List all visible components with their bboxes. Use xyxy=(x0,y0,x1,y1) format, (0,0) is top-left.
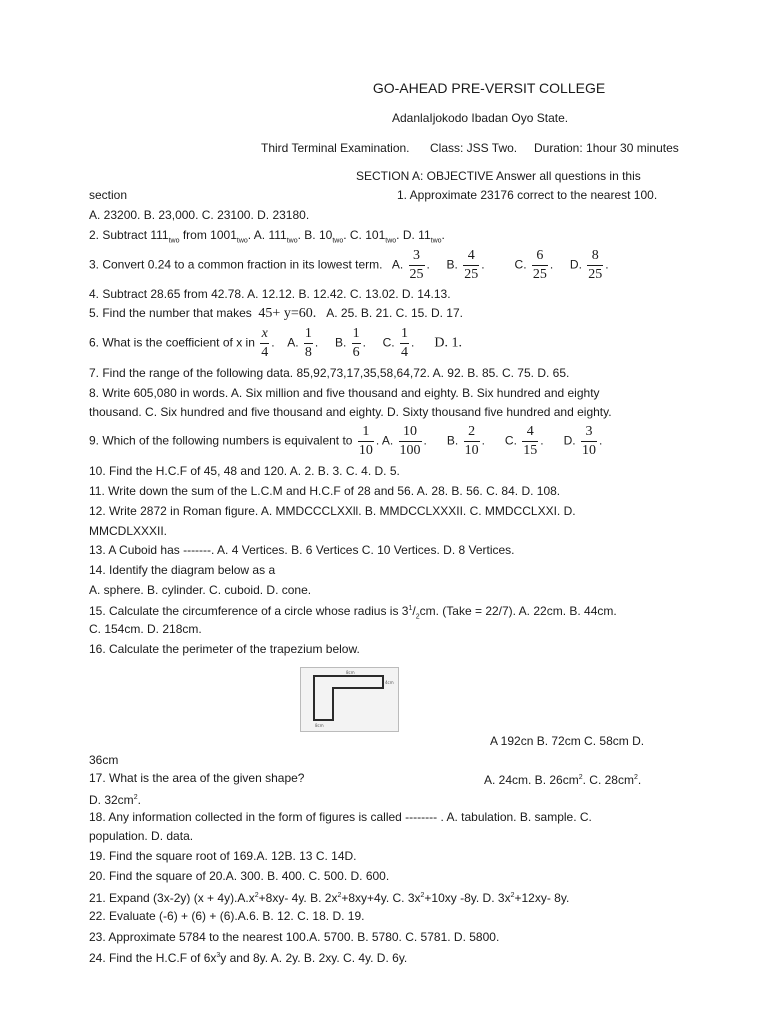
question-6: 6. What is the coefficient of x in $\frac{x}{4}$ . A. $\frac{1}{8}$ . B. $\frac{1}{6}$ . C. $\frac{1}{4}$ . D. 1. xyxy=(89,326,462,360)
question-10: 10. Find the H.C.F of 45, 48 and 120. A. 2. B. 3. C. 4. D. 5. xyxy=(89,464,400,478)
fraction: $\frac{1}{4}$ xyxy=(400,326,408,360)
fraction: $\frac{x}{4}$ xyxy=(261,326,269,360)
question-4: 4. Subtract 28.65 from 42.78. A. 12.12. B. 12.42. C. 13.02. D. 14.13. xyxy=(89,287,451,301)
question-15-line-1: 15. Calculate the circumference of a circle whose radius is $3^1/_2cm$. (Take = 22/7). A. 22cm. B. 44cm. xyxy=(89,604,617,621)
question-17-options-cont: D. $32cm^2$. xyxy=(89,793,141,807)
trapezium-figure xyxy=(300,667,399,732)
fraction: $\frac{10}{100}$ xyxy=(399,424,421,458)
question-21: 21. Expand (3x-2y) $(x + 4y).A.x^2+8xy-$ 4y. B. $2x^2+8xy+4y$. C. $3x^2+10xy$ -8y. D. $3x^2+12xy-$ 8y. xyxy=(89,891,570,905)
question-14-line-2: A. sphere. B. cylinder. C. cuboid. D. cone. xyxy=(89,583,312,597)
fraction: $\frac{1}{10}$ xyxy=(358,424,373,458)
question-16: 16. Calculate the perimeter of the trapezium below. xyxy=(89,642,360,656)
question-18-line-2: population. D. data. xyxy=(89,829,194,843)
section-heading-cont: section xyxy=(89,188,128,202)
question-11: 11. Write down the sum of the L.C.M and H.C.F of 28 and 56. A. 28. B. 56. C. 84. D. 108. xyxy=(89,484,561,498)
fraction: $\frac{1}{6}$ xyxy=(352,326,360,360)
question-12-line-1: 12. Write 2872 in Roman figure. A. MMDCCCLXXll. B. MMDCCLXXXII. C. MMDCCLXXI. D. xyxy=(89,504,576,518)
question-9: 9. Which of the following numbers is equivalent to $\frac{1}{10}$ . A. $\frac{10}{100}$ . B. $\frac{2}{10}$ . C. $\frac{4}{15}$ . D. $\frac{3}{10}$ . xyxy=(89,424,603,458)
fraction: $\frac{8}{25}$ xyxy=(588,248,603,282)
question-18-line-1: 18. Any information collected in the form of figures is called -------- . A. tabulation. B. sample. C. xyxy=(89,810,592,824)
question-23: 23. Approximate 5784 to the nearest 100.A. 5700. B. 5780. C. 5781. D. 5800. xyxy=(89,930,500,944)
question-1-options: A. 23200. B. 23,000. C. 23100. D. 23180. xyxy=(89,208,310,222)
fraction: $\frac{2}{10}$ xyxy=(464,424,479,458)
fraction: $\frac{1}{8}$ xyxy=(304,326,312,360)
figure-label-top: 8cm xyxy=(346,670,355,675)
question-13: 13. A Cuboid has -------. A. 4 Vertices. B. 6 Vertices C. 10 Vertices. D. 8 Vertices. xyxy=(89,543,515,557)
question-15-line-2: C. 154cm. D. 218cm. xyxy=(89,622,202,636)
question-24: 24. Find the H.C.F of $6x^3y$ and 8y. A. 2y. B. 2xy. C. 4y. D. 6y. xyxy=(89,951,408,965)
question-19: 19. Find the square root of 169.A. 12B. 13 C. 14D. xyxy=(89,849,357,863)
fraction: $\frac{3}{10}$ xyxy=(581,424,596,458)
exam-title: Third Terminal Examination. xyxy=(261,141,410,155)
fraction: $\frac{3}{25}$ xyxy=(409,248,424,282)
question-17: 17. What is the area of the given shape? xyxy=(89,771,305,785)
question-2: 2. Subtract $111_{two}$ from $1001_{two}$. A. $111_{two}$. B. $10_{two}$. C. $101_{two}$. D. $11_{two}$. xyxy=(89,228,445,245)
question-5: 5. Find the number that makes 45+ y=60. A. 25. B. 21. C. 15. D. 17. xyxy=(89,306,463,321)
question-12-line-2: MMCDLXXXII. xyxy=(89,524,168,538)
class-label: Class: JSS Two. xyxy=(430,141,518,155)
question-14-line-1: 14. Identify the diagram below as a xyxy=(89,563,276,577)
school-name: GO-AHEAD PRE-VERSIT COLLEGE xyxy=(372,80,606,96)
question-22: 22. Evaluate (-6) + (6) + (6).A.6. B. 12. C. 18. D. 19. xyxy=(89,909,365,923)
question-16-options: A 192cn B. 72cm C. 58cm D. xyxy=(490,734,645,748)
fraction: $\frac{6}{25}$ xyxy=(532,248,547,282)
shape-outline xyxy=(314,676,383,720)
section-heading: SECTION A: OBJECTIVE Answer all questions in this xyxy=(356,169,641,183)
school-address: AdanlaIjokodo Ibadan Oyo State. xyxy=(392,111,569,125)
question-7: 7. Find the range of the following data. 85,92,73,17,35,58,64,72. A. 92. B. 85. C. 75. D. 65. xyxy=(89,366,570,380)
question-3: 3. Convert 0.24 to a common fraction in its lowest term. A. $\frac{3}{25}$ . B. $\frac{4}{25}$ . C. $\frac{6}{25}$ . D. $\frac{8}{25}$ . xyxy=(89,248,609,282)
fraction: $\frac{4}{25}$ xyxy=(464,248,479,282)
question-8-line-1: 8. Write 605,080 in words. A. Six million and five thousand and eighty. B. Six hundred and eighty xyxy=(89,386,600,400)
question-17-options: A. 24cm. B. $26cm^2$. C. $28cm^2$. xyxy=(484,773,642,787)
question-1-text: 1. Approximate 23176 correct to the nearest 100. xyxy=(397,188,658,202)
question-16-options-cont: 36cm xyxy=(89,753,119,767)
fraction: $\frac{4}{15}$ xyxy=(523,424,538,458)
figure-label-bottom: 8cm xyxy=(315,723,324,728)
figure-label-right: 4cm xyxy=(385,680,394,685)
question-8-line-2: thousand. C. Six hundred and five thousand and eighty. D. Sixty thousand five hundred and eighty. xyxy=(89,405,612,419)
duration-label: Duration: 1hour 30 minutes xyxy=(534,141,679,155)
question-20: 20. Find the square of 20.A. 300. B. 400. C. 500. D. 600. xyxy=(89,869,390,883)
